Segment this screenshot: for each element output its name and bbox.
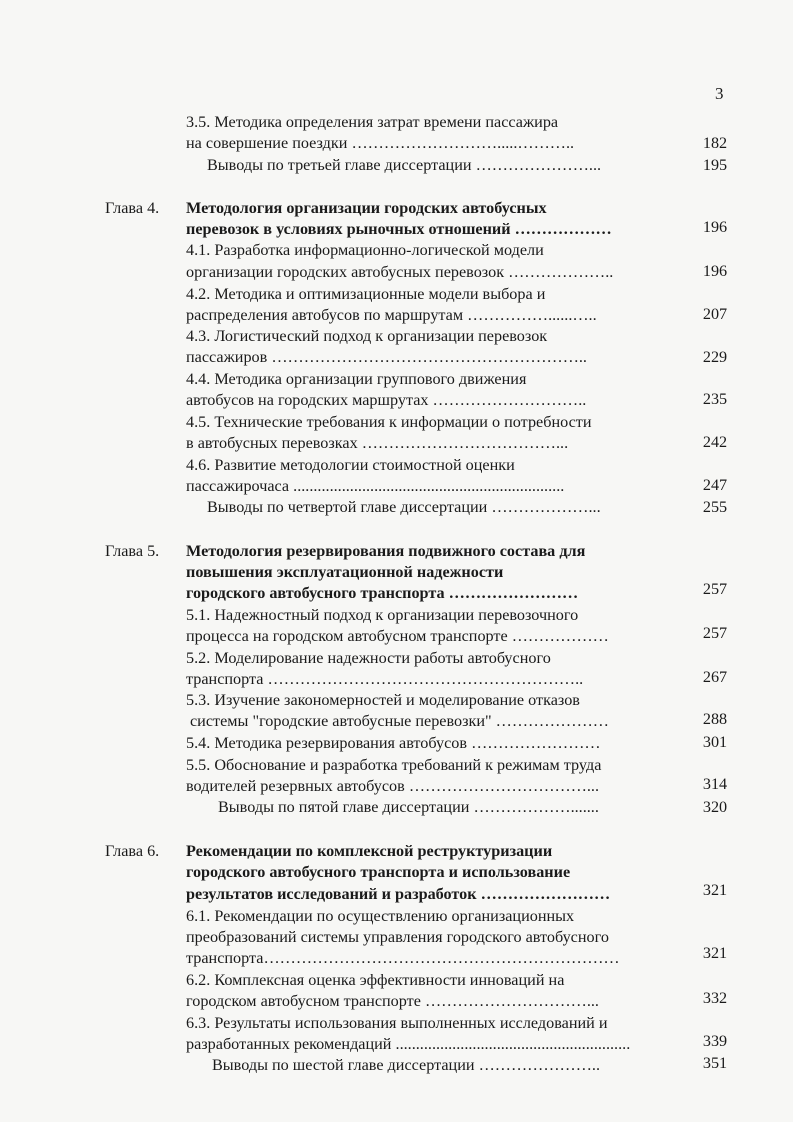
- toc-line: 4.4. Методика организации группового движения: [186, 370, 527, 388]
- toc-line: водителей резервных автобусов ……………………………...: [186, 777, 600, 795]
- chapter-title: Методология резервирования подвижного состава для: [186, 542, 586, 560]
- toc-line: 5.5. Обоснование и разработка требований к режимам труда: [186, 756, 602, 774]
- chapter-title: городского автобусного транспорта и использование: [186, 863, 571, 881]
- toc-line: на совершение поездки ……………………….....………..: [186, 134, 575, 152]
- toc-line: 6.2. Комплексная оценка эффективности инноваций на: [186, 971, 565, 989]
- toc-line: процесса на городском автобусном транспорте ………………: [186, 627, 609, 645]
- toc-line: 3.5. Методика определения затрат времени пассажира: [186, 113, 559, 131]
- toc-line: пассажирочаса ...................................................................: [186, 477, 565, 495]
- toc-line: 4.5. Технические требования к информации о потребности: [186, 413, 592, 431]
- toc-page-ref: 301: [702, 733, 728, 751]
- toc-line: организации городских автобусных перевозок ………………..: [186, 263, 614, 281]
- toc-line: преобразований системы управления городского автобусного: [186, 928, 609, 946]
- chapter-title: Рекомендации по комплексной реструктуризации: [186, 842, 553, 860]
- chapter-label: Глава 4.: [105, 199, 160, 217]
- toc-page-ref: 267: [702, 668, 728, 686]
- toc-page-ref: 255: [702, 498, 728, 516]
- toc-line: 5.3. Изучение закономерностей и моделирование отказов: [186, 691, 580, 709]
- chapter-title: перевозок в условиях рыночных отношений ………………: [186, 220, 612, 238]
- toc-page-ref: 332: [702, 989, 728, 1007]
- toc-page-ref: 321: [702, 944, 728, 962]
- toc-page-ref: 196: [702, 262, 728, 280]
- chapter-title: результатов исследований и разработок ……………………: [186, 885, 611, 903]
- toc-line: 5.2. Моделирование надежности работы автобусного: [186, 649, 551, 667]
- toc-line: пассажиров …………………………………………………..: [186, 348, 587, 366]
- toc-page-ref: 257: [702, 580, 728, 598]
- chapter-title: Методология организации городских автобусных: [186, 199, 547, 217]
- chapter-title: повышения эксплуатационной надежности: [186, 563, 504, 581]
- toc-page-ref: 182: [702, 134, 728, 152]
- toc-page-ref: 235: [702, 390, 728, 408]
- toc-line: 4.2. Методика и оптимизационные модели выбора и: [186, 285, 546, 303]
- toc-line: 4.1. Разработка информационно-логической модели: [186, 241, 544, 259]
- toc-page-ref: 242: [702, 433, 728, 451]
- page-number: 3: [715, 84, 724, 103]
- toc-line: системы "городские автобусные перевозки" …………………: [190, 712, 609, 730]
- toc-line: 4.3. Логистический подход к организации перевозок: [186, 327, 548, 345]
- toc-line: в автобусных перевозках ………………………………...: [186, 434, 569, 452]
- toc-line: автобусов на городских маршрутах ………………………..: [186, 391, 587, 409]
- toc-line: Выводы по третьей главе диссертации …………………...: [207, 156, 602, 174]
- toc-line: Выводы по четвертой главе диссертации ………………...: [207, 498, 601, 516]
- toc-line: 5.4. Методика резервирования автобусов ……………………: [186, 734, 601, 752]
- toc-page-ref: 196: [702, 218, 728, 236]
- toc-page-ref: 257: [702, 624, 728, 642]
- toc-line: транспорта…………………………………………………………: [186, 949, 620, 967]
- chapter-label: Глава 6.: [105, 842, 160, 860]
- toc-line: 4.6. Развитие методологии стоимостной оценки: [186, 456, 515, 474]
- toc-line: разработанных рекомендаций ..........................................................: [186, 1035, 631, 1053]
- toc-line: распределения автобусов по маршрутам ……………......…..: [186, 306, 597, 324]
- toc-line: 6.3. Результаты использования выполненных исследований и: [186, 1014, 608, 1032]
- toc-page-ref: 351: [702, 1054, 728, 1072]
- toc-page-ref: 288: [702, 710, 728, 728]
- chapter-label: Глава 5.: [105, 542, 160, 560]
- toc-page-ref: 314: [702, 775, 728, 793]
- toc-line: Выводы по шестой главе диссертации …………………..: [212, 1056, 600, 1074]
- chapter-title: городского автобусного транспорта ……………………: [186, 584, 579, 602]
- toc-page-ref: 320: [702, 798, 728, 816]
- toc-page-ref: 229: [702, 348, 728, 366]
- toc-page-ref: 339: [702, 1032, 728, 1050]
- toc-line: 6.1. Рекомендации по осуществлению организационных: [186, 907, 575, 925]
- toc-page-ref: 207: [702, 305, 728, 323]
- toc-line: транспорта …………………………………………………..: [186, 670, 584, 688]
- toc-line: Выводы по пятой главе диссертации ……………….......: [218, 798, 599, 816]
- toc-page-ref: 195: [702, 156, 728, 174]
- toc-line: 5.1. Надежностный подход к организации перевозочного: [186, 606, 579, 624]
- toc-page-ref: 321: [702, 881, 728, 899]
- toc-page-ref: 247: [702, 476, 728, 494]
- toc-line: городском автобусном транспорте …………………………...: [186, 992, 599, 1010]
